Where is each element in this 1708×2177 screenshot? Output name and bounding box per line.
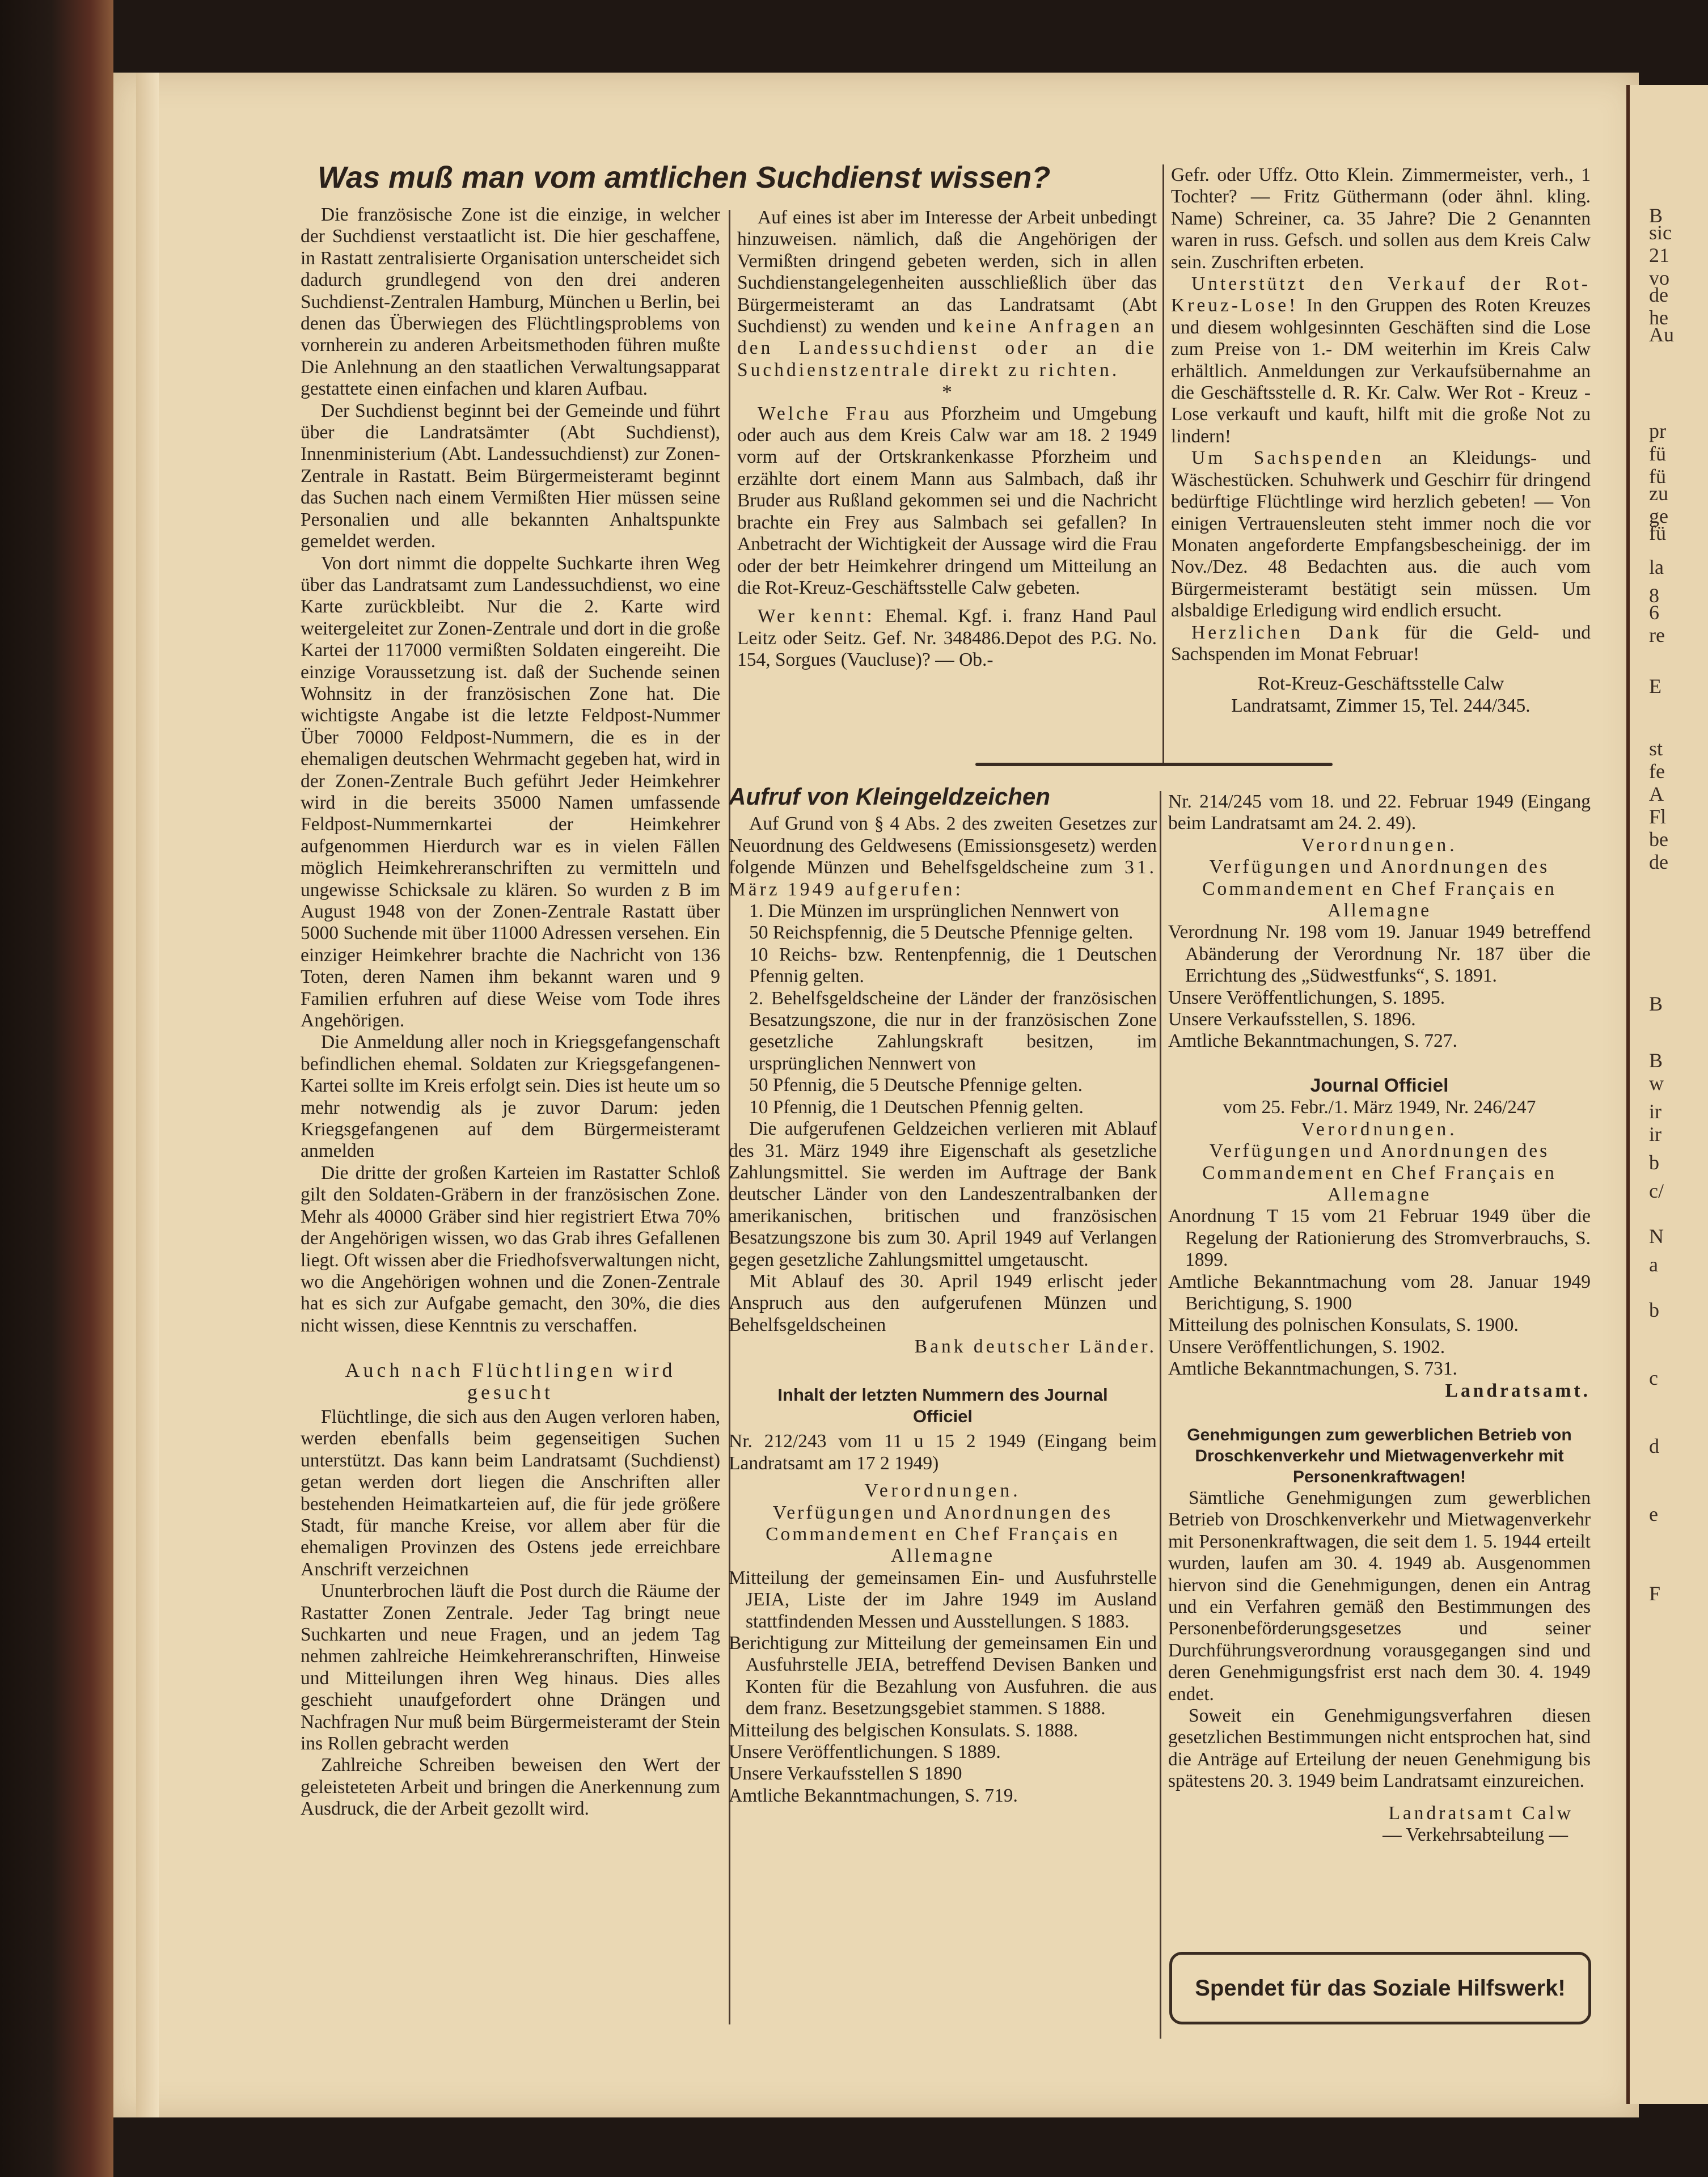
next-page-fragment: fü bbox=[1649, 522, 1666, 544]
col1-paragraphs-2 bbox=[301, 1406, 720, 1820]
kleingeld-item: 50 Reichspfennig, die 5 Deutsche Pfennige gelten. bbox=[749, 922, 1134, 944]
next-page-fragment: pr bbox=[1649, 420, 1666, 442]
kleingeld-intro: Auf Grund von § 4 Abs. 2 des zweiten Gesetzes zur Neuordnung des Geldwesens (Emissionsgesetz) werden folgende Münzen und Behelfsgeldscheine zum 31. März 1949 aufgerufen: bbox=[729, 813, 1157, 900]
jo-entry: Unsere Veröffentlichungen, S. 1895. bbox=[1168, 987, 1445, 1008]
column-2-top bbox=[737, 207, 1157, 766]
signature-verkehr-1: Landratsamt Calw bbox=[1388, 1802, 1574, 1824]
jo-entry: Amtliche Bekanntmachungen, S. 731. bbox=[1168, 1358, 1457, 1380]
next-page-fragment: ir bbox=[1649, 1123, 1662, 1145]
next-page-fragment: w bbox=[1649, 1072, 1664, 1094]
headline-suchdienst: Was muß man vom amtlichen Suchdienst wissen? bbox=[318, 160, 1051, 195]
col2-p1: Auf eines ist aber im Interesse der Arbeit unbedingt hinzuweisen. nämlich, daß die Angehörigen der Vermißten dringend gebeten werden, sich in allen Suchdienstangelegenheiten ausschließlich über das Bürgermeisteramt an das Landratsamt (Abt Suchdienst) zu wenden und keine Anfragen an den Landessuchdienst oder an die Suchdienstzentrale direkt zu richten. bbox=[737, 207, 1157, 381]
kleingeld-item: 2. Behelfsgeldscheine der Länder der französischen Besatzungszone, die nur in der französischen Zone gesetzliche Zahlungskraft besitzen, im ursprünglichen Nennwert von bbox=[749, 987, 1157, 1074]
vfa-heading: Verfügungen und Anordnungen des Commandement en Chef Français en Allemagne bbox=[766, 1502, 1120, 1567]
next-page-fragment: a bbox=[1649, 1253, 1658, 1276]
signature-rotkreuz-1: Rot-Kreuz-Geschäftsstelle Calw bbox=[1257, 673, 1504, 695]
col3-p4: Herzlichen Dank für die Geld- und Sachspenden im Monat Februar! bbox=[1171, 622, 1591, 665]
jo-entry: Amtliche Bekanntmachung vom 28. Januar 1949 Berichtigung, S. 1900 bbox=[1168, 1271, 1591, 1314]
next-page-fragment: fe bbox=[1649, 760, 1665, 783]
next-page-fragment: B bbox=[1649, 204, 1663, 227]
col1-paragraph: Von dort nimmt die doppelte Suchkarte ihren Weg über das Landratsamt zum Landessuchdienst, wo eine Karte zurückbleibt. Nur die 2. Karte wird weitergeleitet zur Zonen-Zentrale und dort in die große Kartei der 117000 vermißten Soldaten eingereiht. Die einzige Voraussetzung ist. daß der Suchende seinen Wohnsitz in der französischen Zone hat. Die wichtigste Angabe ist die letzte Feldpost-Nummer Über 70000 Feldpost-Nummern, die es in der ehemaligen deutschen Wehrmacht gegeben hat, wird in der Zonen-Zentrale Buch geführt Jeder Heimkehrer wird in die bereits 35000 Namen umfassende Feldpost-Nummernkartei der Heimkehrer aufgenommen Hierdurch war es in vielen Fällen möglich Heimkehreranschriften zu vermitteln und ungewisse Schicksale zu klären. So wurden z B im August 1948 von der Zonen-Zentrale Rastatt über 5000 Suchende mit über 11000 Adressen versehen. Ein einziger Heimkehrer brachte die Nachricht von 136 Toten, deren Namen ihm bekannt waren und 9 Familien erfuhren auf diese Weise vom Tode ihres Angehörigen. bbox=[301, 552, 720, 1032]
column-3-bottom bbox=[1168, 791, 1591, 1948]
next-page-fragment: c bbox=[1649, 1367, 1658, 1389]
genehmigungen-p2: Soweit ein Genehmigungsverfahren diesen gesetzlichen Bestimmungen nicht entsprochen hat, sind die Anträge auf Erteilung der neuen Genehmigung bis spätestens 20. 3. 1949 beim Landratsamt einzureichen. bbox=[1168, 1705, 1591, 1792]
journal-officiel-date: vom 25. Febr./1. März 1949, Nr. 246/247 bbox=[1223, 1097, 1536, 1118]
genehmigungen-title: Genehmigungen zum gewerblichen Betrieb von Droschkenverkehr und Mietwagenverkehr mit Personenkraftwagen! bbox=[1187, 1425, 1572, 1486]
hilfswerk-text: Spendet für das Soziale Hilfswerk! bbox=[1195, 1975, 1566, 2001]
headline-kleingeld: Aufruf von Kleingeldzeichen bbox=[729, 783, 1051, 810]
signature-rotkreuz-2: Landratsamt, Zimmer 15, Tel. 244/345. bbox=[1231, 695, 1531, 716]
next-page-fragment: fü bbox=[1649, 465, 1666, 488]
kleingeld-item: 50 Pfennig, die 5 Deutsche Pfennige gelten. bbox=[749, 1075, 1083, 1096]
next-page-fragment: 6 bbox=[1649, 601, 1659, 624]
jo-entry: Mitteilung des polnischen Konsulats, S. 1900. bbox=[1168, 1314, 1519, 1336]
next-page-fragment: B bbox=[1649, 992, 1663, 1015]
jo-entry: Verordnung Nr. 198 vom 19. Januar 1949 betreffend Abänderung der Verordnung Nr. 187 über die Errichtung des „Südwestfunks“, S. 1891. bbox=[1168, 921, 1591, 987]
next-page-fragment: zu bbox=[1649, 482, 1668, 505]
col2-p3: Wer kennt: Ehemal. Kgf. i. franz Hand Paul Leitz oder Seitz. Gef. Nr. 348486.Depot des P.G. No. 154, Sorgues (Vaucluse)? — Ob.- bbox=[737, 606, 1157, 671]
next-page-fragment: N bbox=[1649, 1225, 1664, 1248]
col1-paragraph: Die französische Zone ist die einzige, in welcher der Suchdienst verstaatlicht ist. Die hier geschaffene, in Rastatt zentralisierte Organisation unterscheidet sich dadurch grundlegend von den drei anderen Suchdienst-Zentralen Hamburg, München u Berlin, bei denen das Überwiegen des Flüchtlingsproblems von vornherein zu anderen Arbeitsmethoden führen mußte Die Anlehnung an den staatlichen Verwaltungsapparat gestattete einen einfachen und klaren Aufbau. bbox=[301, 204, 720, 400]
book-binding bbox=[0, 0, 113, 2177]
next-page-fragment: E bbox=[1649, 675, 1662, 698]
verordnungen-heading-3: Verordnungen. bbox=[1301, 1118, 1458, 1140]
page-gutter bbox=[136, 73, 159, 2117]
separator-star: * bbox=[942, 381, 952, 404]
next-page-fragment: ge bbox=[1649, 505, 1668, 527]
kleingeld-p1: Die aufgerufenen Geldzeichen verlieren mit Ablauf des 31. März 1949 ihre Eigenschaft als gesetzliche Zahlungsmittel. Sie werden im Auftrage der Bank deutscher Länder von den Landeszentralbanken der amerikanischen, britischen und französischen Besatzungszone bis zum 30. April 1949 auf Verlangen gegen gesetzliche Zahlungsmittel umgetauscht. bbox=[729, 1118, 1157, 1270]
col1-paragraph: Flüchtlinge, die sich aus den Augen verloren haben, werden ebenfalls beim gegenseitigen Suchen unterstützt. Das kann beim Landratsamt (Suchdienst) getan werden dort liegen die Anschriften aller bestehenden Heimatkarteien auf, die für jede größere Stadt, für manche Kreise, vor allem aber für die ehemaligen Provinzen des Ostens jede erreichbare Anschrift verzeichnen bbox=[301, 1406, 720, 1580]
kleingeld-p2: Mit Ablauf des 30. April 1949 erlischt jeder Anspruch aus den aufgerufenen Münzen und Behelfsgeldscheinen bbox=[729, 1270, 1157, 1335]
verordnungen-heading: Verordnungen. bbox=[864, 1480, 1021, 1502]
journal-officiel-title: Journal Officiel bbox=[1310, 1075, 1449, 1096]
next-page-fragment: st bbox=[1649, 737, 1663, 760]
jo-nr-1: Nr. 214/245 vom 18. und 22. Februar 1949 (Eingang beim Landratsamt am 24. 2. 49). bbox=[1168, 791, 1591, 834]
col1-paragraph: Zahlreiche Schreiben beweisen den Wert der geleisteteten Arbeit und bringen die Anerkennung zum Ausdruck, die der Arbeit gezollt wird. bbox=[301, 1755, 720, 1820]
column-1 bbox=[301, 204, 720, 2053]
col1-paragraph: Ununterbrochen läuft die Post durch die Räume der Rastatter Zonen Zentrale. Jeder Tag bringt neue Suchkarten und neue Fragen, und an jedem Tag nehmen zahlreiche Heimkehreranschriften, Hinweise und Mitteilungen ihren Weg hinaus. Dies alles geschieht unaufgefordert ohne Drängen und Nachfragen Nur muß beim Bürgermeisteramt der Stein ins Rollen gebracht werden bbox=[301, 1580, 720, 1755]
next-page-fragment: la bbox=[1649, 556, 1664, 578]
jo-entry: Berichtigung zur Mitteilung der gemeinsamen Ein und Ausfuhrstelle JEIA, betreffend Devisen Banken und Konten für die Bezahlung von Ausfuhren. die aus dem franz. Besetzungsgebiet stammen. S 1888. bbox=[729, 1633, 1157, 1719]
jo-entry: Unsere Veröffentlichungen. S 1889. bbox=[729, 1741, 1001, 1763]
jo-entry: Amtliche Bekanntmachungen, S. 727. bbox=[1168, 1030, 1457, 1052]
column-2-bottom bbox=[729, 783, 1157, 2053]
horizontal-rule bbox=[975, 763, 1333, 766]
next-page-fragment: 21 bbox=[1649, 244, 1669, 267]
col2-p2: Welche Frau aus Pforzheim und Umgebung oder auch aus dem Kreis Calw war am 18. 2 1949 vorm auf der Ortskrankenkasse Pforzheim und erzählte dort einem Mann aus Salmbach, daß ihr Bruder aus Rußland gekommen sei und die Nachricht brachte ein Frey aus Salmbach sei gefallen? In Anbetracht der Wichtigkeit der Aussage wird die Frau oder der betr Heimkehrer dringend um Mitteilung an die Rot-Kreuz-Geschäftsstelle Calw gebeten. bbox=[737, 403, 1157, 598]
jo-entries-1 bbox=[1168, 921, 1591, 1052]
next-page-fragment: A bbox=[1649, 783, 1664, 805]
col1-paragraph: Der Suchdienst beginnt bei der Gemeinde und führt über die Landratsämter (Abt Suchdienst), Innenministerium (Abt. Landessuchdienst) zur Zonen-Zentrale in Rastatt. Beim Bürgermeisteramt beginnt das Suchen nach einem Vermißten Hier müssen seine Personalien und alle bekannten Anhaltspunkte gemeldet werden. bbox=[301, 400, 720, 552]
next-page-fragment: 8 bbox=[1649, 584, 1659, 607]
next-page-fragment: fü bbox=[1649, 442, 1666, 465]
next-page-fragment: e bbox=[1649, 1503, 1658, 1525]
column-3-top bbox=[1171, 164, 1591, 754]
signature-verkehr-2: — Verkehrsabteilung — bbox=[1383, 1824, 1568, 1846]
jo-entries-2 bbox=[1168, 1206, 1591, 1380]
signature-bank: Bank deutscher Länder. bbox=[914, 1336, 1157, 1358]
kleingeld-items bbox=[729, 901, 1157, 1118]
vfa-heading-2: Verfügungen und Anordnungen des Commandement en Chef Français en Allemagne bbox=[1202, 856, 1557, 921]
next-page-fragment: sic bbox=[1649, 221, 1672, 244]
kleingeld-item: 10 Pfennig, die 1 Deutschen Pfennig gelten. bbox=[749, 1096, 1084, 1118]
col1-paragraph: Die Anmeldung aller noch in Kriegsgefangenschaft befindlichen ehemal. Soldaten zur Kriegsgefangenen-Kartei sollte im Kreis erfolgt sein. Dies ist heute um so mehr notwendig als je zuvor Darum: jeden Kriegsgefangenen auf dem Bürgermeisteramt anmelden bbox=[301, 1032, 720, 1162]
next-page-fragment: re bbox=[1649, 624, 1665, 646]
next-page-fragment: vo bbox=[1649, 267, 1669, 289]
next-page-fragment: c/ bbox=[1649, 1180, 1664, 1202]
jo-entry: Mitteilung der gemeinsamen Ein- und Ausfuhrstelle JEIA, Liste der im Jahre 1949 im Ausland stattfindenden Messen und Ausstellungen. S 1883. bbox=[729, 1567, 1157, 1632]
next-page-fragment: de bbox=[1649, 284, 1668, 306]
col3-p3: Um Sachspenden an Kleidungs- und Wäschestücken. Schuhwerk und Geschirr für dringend bedürftige Flüchtlinge wird herzlich gebeten! — Von einigen Vertrauensleuten steht immer noch die vor Monaten angeforderte Empfangsbescheinigg. der im Nov./Dez. 48 Bedachten aus. die auch vom Bürgermeisteramt bestätigt sein müssen. Um alsbaldige Erledigung wird endlich ersucht. bbox=[1171, 447, 1591, 622]
jo-entry: Anordnung T 15 vom 21 Februar 1949 über die Regelung der Rationierung des Stromverbrauchs, S. 1899. bbox=[1168, 1206, 1591, 1271]
kleingeld-item: 10 Reichs- bzw. Rentenpfennig, die 1 Deutschen Pfennig gelten. bbox=[749, 944, 1157, 987]
genehmigungen-p1: Sämtliche Genehmigungen zum gewerblichen Betrieb von Droschkenverkehr und Mietwagenverkehr mit Personenkraftwagen, die seit dem 1. 5. 1944 erteilt wurden, laufen am 30. 4. 1949 ab. Ausgenommen hiervon sind die Genehmigungen, denen ein Antrag und ein Verfahren gemäß den Bestimmungen des Personenbeförderungsgesetzes und seiner Durchführungsverordnung vorausgegangen sind und deren Genehmigungsfrist erst nach dem 30. 4. 1949 endet. bbox=[1168, 1487, 1591, 1705]
next-page-fragment: b bbox=[1649, 1151, 1659, 1174]
jo-entry: Mitteilung des belgischen Konsulats. S. 1888. bbox=[729, 1719, 1078, 1741]
inhalt-nr: Nr. 212/243 vom 11 u 15 2 1949 (Eingang beim Landratsamt am 17 2 1949) bbox=[729, 1431, 1157, 1474]
next-page-fragment: B bbox=[1649, 1049, 1663, 1072]
kleingeld-item: 1. Die Münzen im ursprünglichen Nennwert von bbox=[749, 901, 1119, 922]
next-page-fragment: ir bbox=[1649, 1100, 1662, 1123]
col3-p2: Unterstützt den Verkauf der Rot-Kreuz-Lose! In den Gruppen des Roten Kreuzes und diesem wohlgesinnten Geschäften sind die Lose zum Preise von 1.- DM weiterhin im Kreis Calw erhältlich. Anmeldungen zur Verkaufsübernahme an die Geschäftsstelle d. R. Kr. Calw. Wer Rot - Kreuz - Lose verkauft und kauft, hilft mit die große Not zu lindern! bbox=[1171, 273, 1591, 447]
next-page-fragment: de bbox=[1649, 851, 1668, 873]
next-page-fragment: he bbox=[1649, 306, 1668, 329]
next-page-fragment: Fl bbox=[1649, 805, 1667, 828]
col3-p1: Gefr. oder Uffz. Otto Klein. Zimmermeister, verh., 1 Tochter? — Fritz Güthermann (oder ähnl. kling. Name) Schreiner, ca. 35 Jahre? Die 2 Genannten waren in russ. Gefsch. und sollen aus dem Kreis Calw sein. Zuschriften erbeten. bbox=[1171, 164, 1591, 273]
adjacent-page-edge bbox=[1626, 85, 1708, 2104]
jo-entry: Unsere Verkaufsstellen S 1890 bbox=[729, 1763, 962, 1785]
jo-entry: Unsere Verkaufsstellen, S. 1896. bbox=[1168, 1009, 1416, 1030]
next-page-fragment: b bbox=[1649, 1299, 1659, 1321]
inhalt-entries bbox=[729, 1567, 1157, 1807]
inhalt-title: Inhalt der letzten Nummern des Journal Officiel bbox=[777, 1384, 1108, 1426]
jo-entry: Amtliche Bekanntmachungen, S. 719. bbox=[729, 1785, 1018, 1806]
hilfswerk-box bbox=[1169, 1952, 1591, 2024]
jo-entry: Unsere Veröffentlichungen, S. 1902. bbox=[1168, 1336, 1445, 1358]
subhead-fluechtlinge: Auch nach Flüchtlingen wird gesucht bbox=[345, 1359, 676, 1404]
signature-landratsamt: Landratsamt. bbox=[1445, 1380, 1591, 1401]
col1-paragraphs bbox=[301, 204, 720, 1337]
vfa-heading-3: Verfügungen und Anordnungen des Commandement en Chef Français en Allemagne bbox=[1202, 1140, 1557, 1205]
next-page-fragment: Au bbox=[1649, 323, 1674, 346]
next-page-fragment: be bbox=[1649, 828, 1668, 851]
column-rule-3 bbox=[1160, 791, 1161, 2039]
col1-paragraph: Die dritte der großen Karteien im Rastatter Schloß gilt den Soldaten-Gräbern in der französischen Zone. Mehr als 40000 Gräber sind hier registriert Etwa 70% der Angehörigen wissen, wo das Grab ihres Gefallenen liegt. Oft wissen aber die Friedhofsverwaltungen nicht, wo die Angehörigen wohnen und die Zonen-Zentrale hat es sich zur Aufgabe gemacht, den 30%, die dies nicht wissen, diese Kenntnis zu verschaffen. bbox=[301, 1162, 720, 1336]
next-page-fragment: F bbox=[1649, 1582, 1661, 1605]
column-rule-2 bbox=[1162, 164, 1164, 766]
next-page-fragment: d bbox=[1649, 1435, 1659, 1457]
verordnungen-heading-2: Verordnungen. bbox=[1301, 834, 1458, 856]
